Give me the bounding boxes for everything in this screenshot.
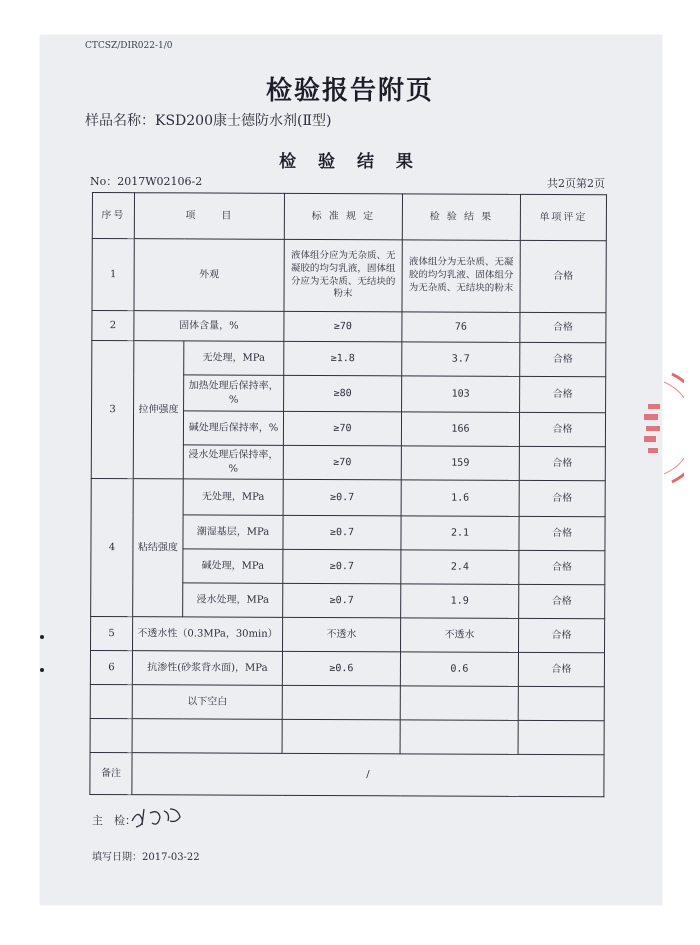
row-eval: 合格 (519, 550, 605, 584)
official-seal-stamp (634, 368, 684, 488)
results-table-wrapper (89, 192, 606, 814)
row-no: 6 (90, 650, 132, 684)
table-row (92, 311, 606, 343)
col-header-item: 项 目 (134, 193, 284, 240)
row-result: 1.9 (401, 584, 519, 619)
blank-cell (518, 686, 604, 720)
row-no: 5 (90, 616, 132, 650)
blank-cell (282, 719, 400, 754)
row-standard: ≥0.7 (283, 515, 401, 550)
table-row (92, 239, 606, 313)
row-subitem: 浸水处理后保持率，% (183, 445, 283, 479)
blank-cell (90, 684, 132, 718)
blank-cell (282, 685, 400, 720)
page-title: 检验报告附页 (265, 76, 434, 106)
table-row-empty (90, 718, 604, 754)
row-standard: ≥0.6 (282, 651, 400, 686)
row-result: 166 (401, 412, 519, 447)
punch-mark (40, 635, 44, 639)
row-eval: 合格 (519, 480, 605, 516)
row-standard: ≥1.8 (284, 341, 402, 376)
fill-date: 填写日期：2017-03-22 (92, 852, 200, 863)
blank-cell (518, 720, 604, 754)
blank-cell (132, 719, 282, 754)
row-result: 1.6 (401, 480, 519, 517)
row-group: 粘结强度 (133, 479, 184, 617)
remarks-value: / (132, 753, 604, 797)
row-standard: ≥0.7 (283, 479, 401, 516)
row-eval: 合格 (520, 342, 606, 376)
row-standard: 不透水 (282, 617, 400, 652)
row-result: 76 (402, 312, 520, 343)
row-eval: 合格 (518, 618, 604, 652)
row-result: 159 (401, 446, 519, 481)
row-result: 103 (402, 376, 520, 413)
row-standard: ≥70 (283, 411, 401, 446)
col-header-eval: 单项评定 (520, 194, 606, 240)
row-result: 不透水 (400, 618, 518, 653)
col-header-result: 检 验 结 果 (402, 194, 520, 241)
row-eval: 合格 (519, 516, 605, 550)
col-header-standard: 标 准 规 定 (284, 193, 402, 240)
row-eval: 合格 (520, 240, 606, 312)
row-no: 3 (91, 341, 134, 479)
row-no: 4 (91, 478, 134, 616)
row-standard: 液体组分应为无杂质、无凝胶的均匀乳液，固体组分应为无杂质、无结块的粉末 (284, 239, 402, 312)
document-code: CTCSZ/DIR022-1/0 (85, 41, 173, 51)
table-header-row (92, 193, 606, 241)
blank-note: 以下空白 (132, 685, 282, 720)
row-standard: ≥70 (283, 445, 401, 480)
row-subitem: 加热处理后保持率，% (184, 375, 284, 411)
results-table (89, 192, 607, 797)
page-count: 共2页第2页 (547, 177, 605, 190)
row-item: 固体含量，% (134, 311, 284, 342)
row-item: 不透水性（0.3MPa，30min） (132, 617, 282, 652)
row-no: 1 (92, 239, 134, 311)
row-item: 外观 (134, 239, 284, 312)
row-standard: ≥0.7 (283, 549, 401, 584)
table-row (91, 478, 605, 516)
section-title: 检 验 结 果 (279, 152, 421, 172)
table-row (90, 616, 604, 652)
row-result: 2.1 (401, 516, 519, 551)
row-subitem: 无处理，MPa (184, 341, 284, 375)
row-eval: 合格 (520, 376, 606, 412)
remarks-row (90, 752, 604, 796)
row-standard: ≥70 (284, 311, 402, 342)
row-subitem: 浸水处理，MPa (183, 583, 283, 617)
row-standard: ≥0.7 (283, 583, 401, 618)
blank-cell (400, 686, 518, 721)
row-item: 抗渗性(砂浆背水面)，MPa (132, 651, 282, 686)
table-row (90, 650, 604, 686)
row-result: 2.4 (401, 550, 519, 585)
report-number: No：2017W02106-2 (90, 175, 203, 188)
blank-cell (400, 720, 518, 755)
row-eval: 合格 (518, 652, 604, 686)
row-no: 2 (92, 311, 134, 341)
blank-cell (90, 718, 132, 752)
row-result: 0.6 (400, 652, 518, 687)
row-result: 液体组分为无杂质、无凝胶的均匀乳液、固体组分为无杂质、无结块的粉末 (402, 240, 520, 313)
row-subitem: 潮湿基层，MPa (183, 515, 283, 549)
sample-name: 样品名称：KSD200康士德防水剂(Ⅱ型) (85, 113, 332, 129)
punch-mark (40, 668, 44, 672)
row-subitem: 碱处理后保持率，% (183, 411, 283, 445)
table-row-blank-note (90, 684, 604, 720)
row-standard: ≥80 (284, 375, 402, 412)
row-eval: 合格 (519, 446, 605, 480)
row-eval: 合格 (519, 584, 605, 618)
row-result: 3.7 (402, 342, 520, 377)
row-eval: 合格 (520, 312, 606, 342)
row-group: 拉伸强度 (133, 341, 184, 479)
remarks-label: 备注 (90, 752, 132, 794)
col-header-no: 序号 (92, 193, 134, 239)
inspector-label: 主 检： (92, 814, 136, 827)
table-row (92, 341, 606, 377)
row-subitem: 无处理，MPa (183, 479, 283, 515)
row-eval: 合格 (519, 412, 605, 446)
row-subitem: 碱处理，MPa (183, 549, 283, 583)
inspector-signature (128, 803, 188, 829)
